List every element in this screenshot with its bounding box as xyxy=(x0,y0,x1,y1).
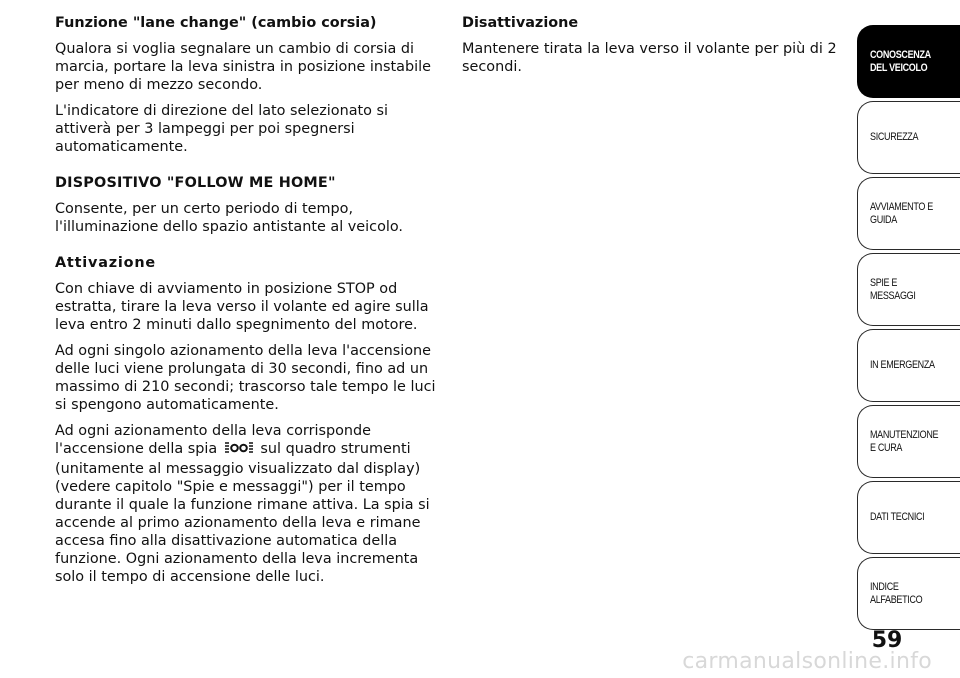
attivazione-p3-after: sul quadro strumenti (unitamente al messaggio visualizzato dal display) (vedere capitolo "Spie e messaggi") per il tempo durante il quale la funzione rimane attiva. La spia si accende al primo azionamento della leva e rimane accesa fino alla disattivazione automatica della funzione. Ogni azionamento della leva incrementa solo il tempo di accensione delle luci. xyxy=(55,441,430,585)
tab-sicurezza[interactable] xyxy=(857,101,960,174)
tab-manutenzione-e-cura[interactable] xyxy=(857,405,960,478)
left-column xyxy=(55,14,440,594)
lane-change-heading: Funzione "lane change" (cambio corsia) xyxy=(55,15,377,31)
tab-spie-e-messaggi[interactable] xyxy=(857,253,960,326)
tab-dati-tecnici[interactable] xyxy=(857,481,960,554)
attivazione-paragraph-1: Con chiave di avviamento in posizione STOP od estratta, tirare la leva verso il volante ed agire sulla leva entro 2 minuti dallo spegnimento del motore. xyxy=(55,281,429,333)
parking-lights-icon xyxy=(224,441,254,460)
attivazione-heading: Attivazione xyxy=(55,255,156,271)
lane-change-paragraph-2: L'indicatore di direzione del lato selezionato si attiverà per 3 lampeggi per poi spegnersi automaticamente. xyxy=(55,103,389,155)
attivazione-paragraph-2: Ad ogni singolo azionamento della leva l'accensione delle luci viene prolungata di 30 secondi, fino ad un massimo di 210 secondi; trascorso tale tempo le luci si spengono automaticamente. xyxy=(55,343,436,413)
tab-label: INDICE ALFABETICO xyxy=(870,580,923,606)
tab-label: CONOSCENZA DEL VEICOLO xyxy=(870,48,931,74)
tab-label: DATI TECNICI xyxy=(870,511,925,523)
tab-conoscenza-del-veicolo[interactable] xyxy=(857,25,960,98)
chapter-sidebar xyxy=(857,0,960,678)
right-column xyxy=(462,14,847,84)
tab-label: MANUTENZIONE E CURA xyxy=(870,428,939,454)
follow-me-home-heading: DISPOSITIVO "FOLLOW ME HOME" xyxy=(55,175,336,191)
tab-in-emergenza[interactable] xyxy=(857,329,960,402)
tab-label: SICUREZZA xyxy=(870,131,919,143)
lane-change-paragraph-1: Qualora si voglia segnalare un cambio di corsia di marcia, portare la leva sinistra in posizione instabile per meno di mezzo secondo. xyxy=(55,41,431,93)
tab-label: AVVIAMENTO E GUIDA xyxy=(870,200,933,226)
disattivazione-paragraph: Mantenere tirata la leva verso il volante per più di 2 secondi. xyxy=(462,41,837,75)
attivazione-p3-before: Ad ogni azionamento della leva corrisponde l'accensione della spia xyxy=(55,423,372,457)
tab-label: SPIE E MESSAGGI xyxy=(870,276,916,302)
tab-label: IN EMERGENZA xyxy=(870,359,935,371)
tab-avviamento-e-guida[interactable] xyxy=(857,177,960,250)
disattivazione-heading: Disattivazione xyxy=(462,15,579,31)
follow-me-home-paragraph: Consente, per un certo periodo di tempo, l'illuminazione dello spazio antistante al veicolo. xyxy=(55,201,404,235)
watermark: carmanualsonline.info xyxy=(682,649,932,674)
tab-indice-alfabetico[interactable] xyxy=(857,557,960,630)
attivazione-paragraph-3 xyxy=(55,422,440,586)
page-number: 59 xyxy=(871,628,903,653)
